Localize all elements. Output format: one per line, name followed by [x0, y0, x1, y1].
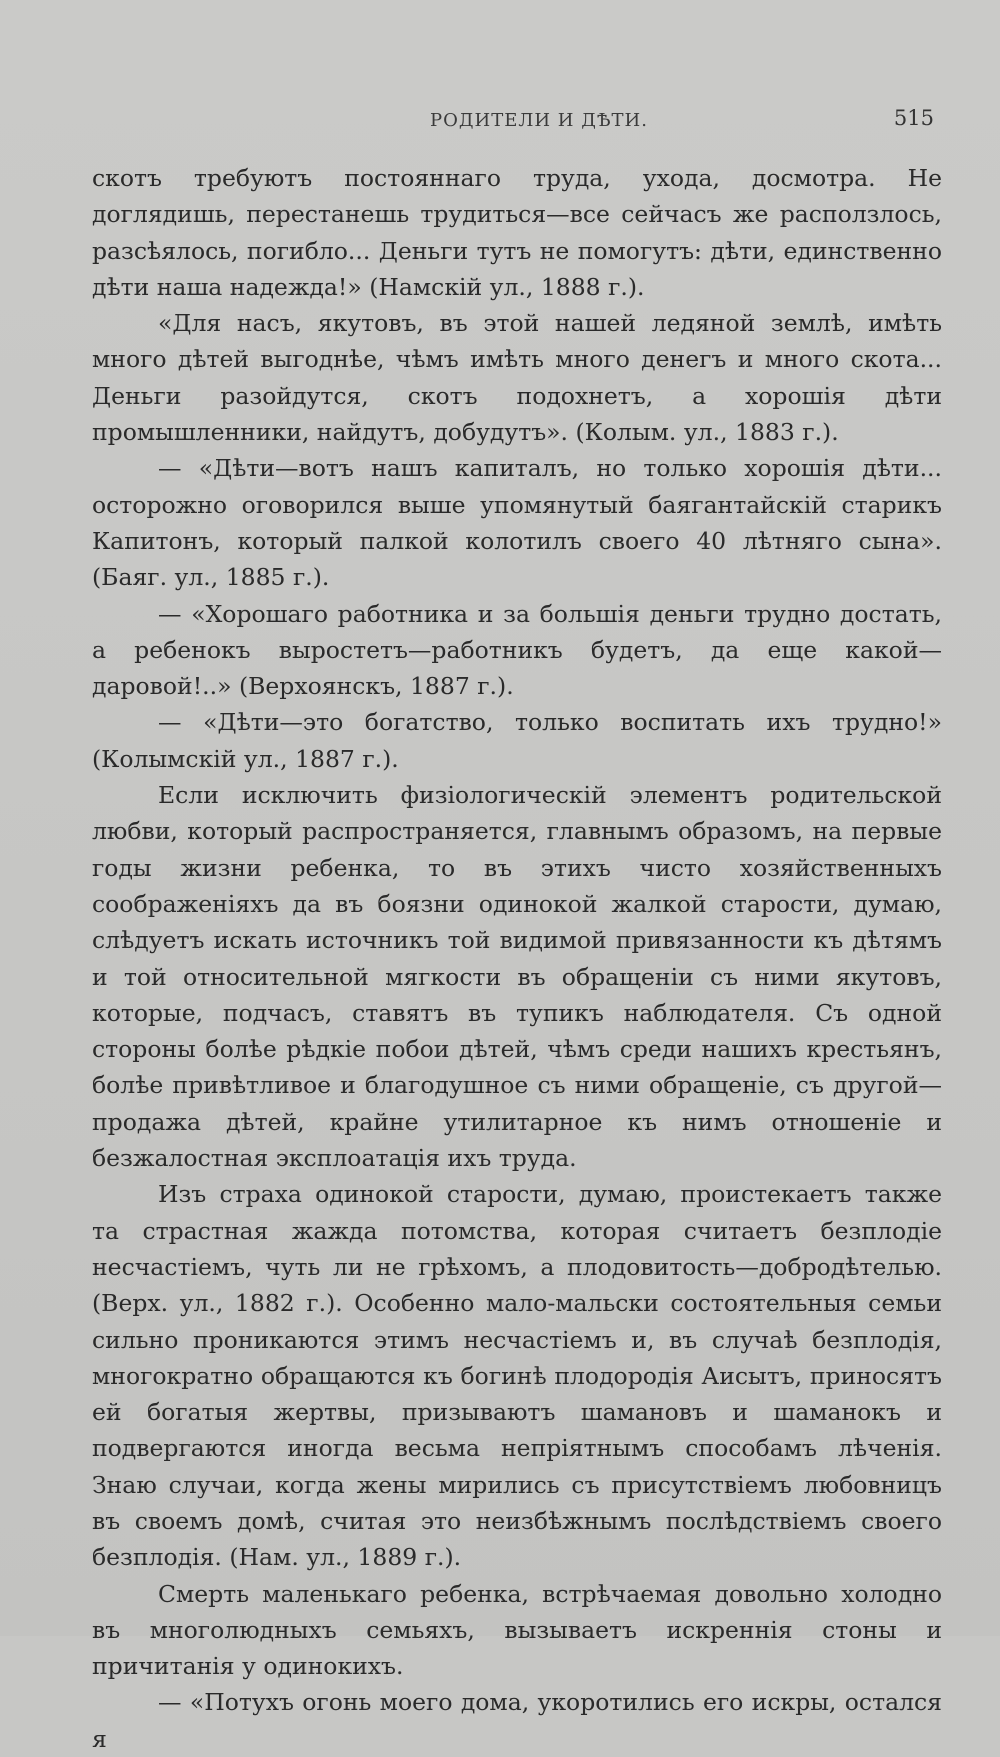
- paragraph: Изъ страха одинокой старости, думаю, проистекаетъ также та страстная жажда потомства, которая считаетъ безплодіе несчастіемъ, чуть ли не грѣхомъ, а плодовитость—добродѣтелью. (Верх. ул., 1882 г.). Особенно мало-мальски состоятельныя семьи сильно проникаются этимъ несчастіемъ и, въ случаѣ безплодія, многократно обращаются къ богинѣ плодородія Аисытъ, приносятъ ей богатыя жертвы, призываютъ шамановъ и шаманокъ и подвергаются иногда весьма непріятнымъ способамъ лѣченія. Знаю случаи, когда жены мирились съ присутствіемъ любовницъ въ своемъ домѣ, считая это неизбѣжнымъ послѣдствіемъ своего безплодія. (Нам. ул., 1889 г.).: [92, 1180, 942, 1572]
- paragraph: — «Хорошаго работника и за большія деньги трудно достать, а ребенокъ выростетъ—работникъ будетъ, да еще какой—даровой!..» (Верхоянскъ, 1887 г.).: [92, 599, 942, 701]
- paragraph: скотъ требуютъ постояннаго труда, ухода, досмотра. Не доглядишь, перестанешь трудиться—все сейчасъ же расползлось, разсѣялось, погибло... Деньги тутъ не помогутъ: дѣти, единственно дѣти наша надежда!» (Намскій ул., 1888 г.).: [92, 164, 942, 301]
- body-text: [92, 160, 942, 1757]
- paragraph: «Для насъ, якутовъ, въ этой нашей ледяной землѣ, имѣть много дѣтей выгоднѣе, чѣмъ имѣть много денегъ и много скота... Деньги разойдутся, скотъ подохнетъ, а хорошія дѣти промышленники, найдутъ, добудутъ». (Колым. ул., 1883 г.).: [92, 309, 942, 447]
- page-header: [0, 106, 1000, 136]
- paragraph: — «Дѣти—вотъ нашъ капиталъ, но только хорошія дѣти... осторожно оговорился выше упомянутый баягантайскій старикъ Капитонъ, который палкой колотилъ своего 40 лѣтняго сына». (Баяг. ул., 1885 г.).: [92, 454, 942, 592]
- paragraph: Смерть маленькаго ребенка, встрѣчаемая довольно холодно въ многолюдныхъ семьяхъ, вызываетъ искреннія стоны и причитанія у одинокихъ.: [92, 1579, 942, 1681]
- paragraph: Если исключить физіологическій элементъ родительской любви, который распространяется, главнымъ образомъ, на первые годы жизни ребенка, то въ этихъ чисто хозяйственныхъ соображеніяхъ да въ боязни одинокой жалкой старости, думаю, слѣдуетъ искать источникъ той видимой привязанности къ дѣтямъ и той относительной мягкости въ обращеніи съ ними якутовъ, которые, подчасъ, ставятъ въ тупикъ наблюдателя. Съ одной стороны болѣе рѣдкіе побои дѣтей, чѣмъ среди нашихъ крестьянъ, болѣе привѣтливое и благодушное съ ними обращеніе, съ другой—продажа дѣтей, крайне утилитарное къ нимъ отношеніе и безжалостная эксплоатація ихъ труда.: [92, 781, 942, 1173]
- page-number: 515: [893, 106, 934, 130]
- running-title: РОДИТЕЛИ И ДѢТИ.: [430, 110, 648, 131]
- paragraph: — «Дѣти—это богатство, только воспитать ихъ трудно!» (Колымскій ул., 1887 г.).: [92, 708, 942, 773]
- paragraph: — «Потухъ огонь моего дома, укоротились его искры, остался я: [92, 1688, 942, 1753]
